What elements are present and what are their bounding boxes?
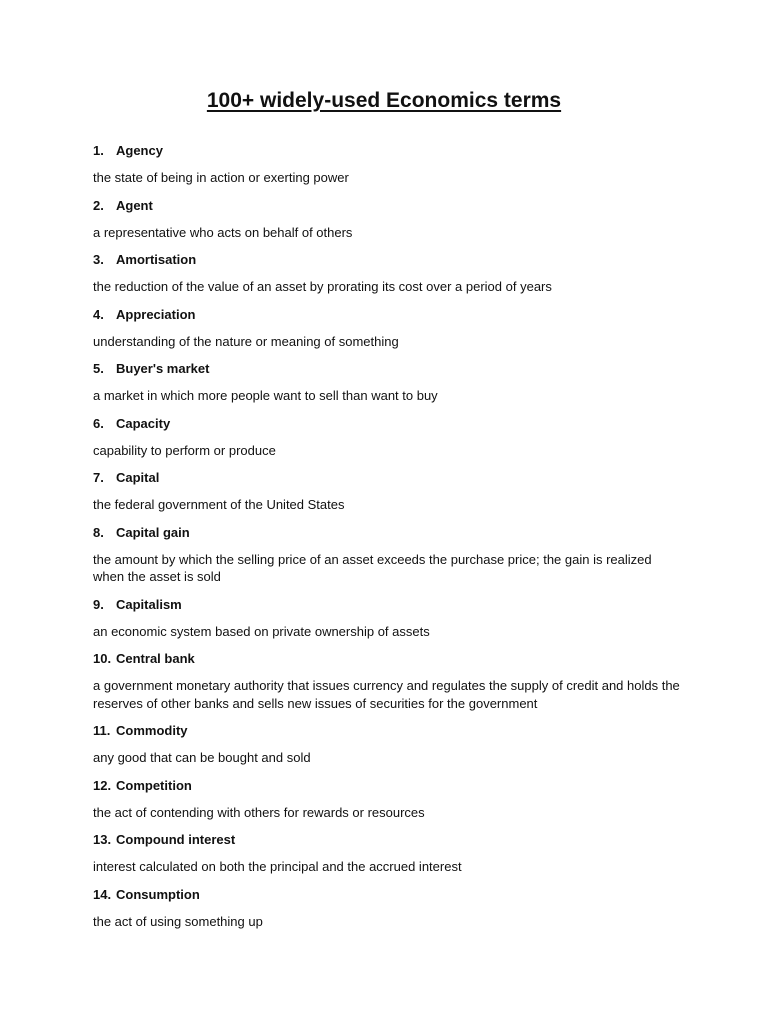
list-item	[93, 197, 683, 242]
list-item	[93, 415, 683, 460]
term-heading	[93, 415, 683, 433]
term-heading	[93, 469, 683, 487]
term-heading	[93, 306, 683, 324]
term-heading	[93, 650, 683, 668]
term-heading	[93, 777, 683, 795]
term-number: 2.	[93, 197, 104, 213]
term-number: 6.	[93, 415, 104, 431]
term-definition: the amount by which the selling price of an asset exceeds the purchase price; the gain is realized when the asset is sold	[93, 551, 652, 584]
term-name: Compound interest	[116, 832, 236, 847]
term-number: 7.	[93, 470, 104, 485]
term-definition: understanding of the nature or meaning of something	[93, 333, 399, 349]
term-name: Commodity	[116, 723, 188, 738]
term-number: 4.	[93, 306, 104, 322]
term-number: 3.	[93, 252, 104, 267]
term-definition: the act of using something up	[93, 913, 263, 929]
term-name: Agent	[116, 197, 153, 213]
term-number: 13.	[93, 832, 112, 847]
term-number: 11.	[93, 723, 111, 738]
term-number: 9.	[93, 596, 104, 612]
term-definition: the reduction of the value of an asset by prorating its cost over a period of years	[93, 279, 552, 294]
term-name: Capital	[116, 470, 160, 485]
term-definition: a market in which more people want to sell than want to buy	[93, 388, 438, 403]
list-item	[93, 650, 683, 712]
term-name: Capital gain	[116, 524, 190, 540]
list-item	[93, 831, 683, 876]
list-item	[93, 469, 683, 514]
list-item	[93, 251, 683, 296]
list-item	[93, 596, 683, 641]
term-number: 12.	[93, 777, 112, 793]
list-item	[93, 142, 683, 187]
list-item	[93, 360, 683, 405]
page-title: 100+ widely-used Economics terms	[206, 89, 562, 112]
term-definition: any good that can be bought and sold	[93, 750, 311, 765]
term-definition: the act of contending with others for rewards or resources	[93, 804, 425, 820]
term-definition: an economic system based on private ownership of assets	[93, 623, 430, 639]
term-number: 5.	[93, 361, 104, 376]
terms-list	[93, 142, 683, 940]
term-heading	[93, 596, 683, 614]
list-item	[93, 722, 683, 767]
term-definition: the state of being in action or exerting power	[93, 170, 349, 185]
term-definition: capability to perform or produce	[93, 442, 276, 458]
term-definition: a government monetary authority that issues currency and regulates the supply of credit and holds the reserves of other banks and sells new issues of securities for the government	[93, 678, 680, 711]
term-name: Buyer's market	[116, 361, 210, 376]
term-name: Amortisation	[116, 252, 197, 267]
term-number: 1.	[93, 143, 104, 158]
term-heading	[93, 886, 683, 904]
term-heading	[93, 722, 683, 740]
term-number: 10.	[93, 651, 112, 666]
term-heading	[93, 197, 683, 215]
term-number: 14.	[93, 886, 112, 902]
term-definition: the federal government of the United States	[93, 497, 345, 512]
term-heading	[93, 142, 683, 160]
term-definition: interest calculated on both the principal and the accrued interest	[93, 859, 462, 874]
list-item	[93, 777, 683, 822]
term-name: Capitalism	[116, 596, 182, 612]
term-heading	[93, 831, 683, 849]
term-name: Agency	[116, 143, 163, 158]
list-item	[93, 524, 683, 586]
term-heading	[93, 524, 683, 542]
term-name: Appreciation	[116, 306, 196, 322]
term-name: Capacity	[116, 415, 171, 431]
term-heading	[93, 360, 683, 378]
list-item	[93, 306, 683, 351]
term-definition: a representative who acts on behalf of others	[93, 224, 353, 240]
term-heading	[93, 251, 683, 269]
term-name: Consumption	[116, 886, 200, 902]
term-name: Competition	[116, 777, 192, 793]
list-item	[93, 886, 683, 931]
term-name: Central bank	[116, 651, 195, 666]
term-number: 8.	[93, 524, 104, 540]
